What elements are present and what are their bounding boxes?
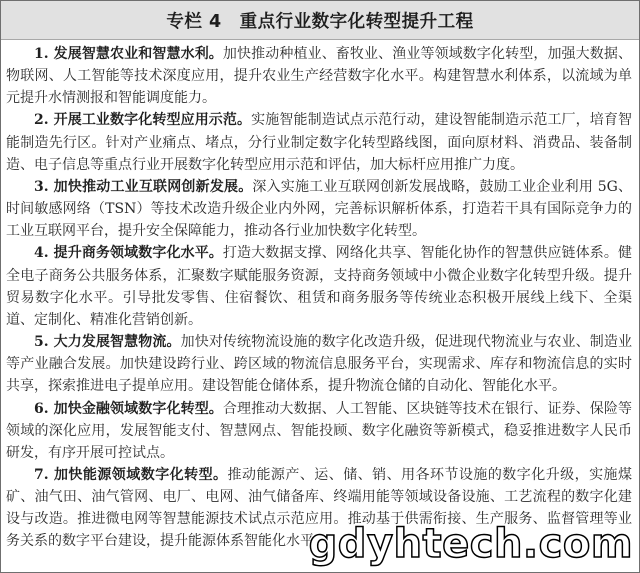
item-lead: 1. 发展智慧农业和智慧水利。 [34, 46, 223, 62]
item-lead: 3. 加快推动工业互联网创新发展。 [34, 178, 253, 195]
item-industrial-internet [6, 176, 632, 242]
item-agriculture-water [6, 43, 632, 109]
site-watermark: gdyhtech.com [308, 521, 633, 567]
item-smart-logistics [6, 331, 632, 397]
item-finance [6, 398, 632, 464]
item-body: 推动能源产、运、储、销、用各环节设施的数字化升级，实施煤矿、油气田、油气管网、电厂、电网、油气储备库、终端用能等领域设备设施、工艺流程的数字化建设与改造。推进微电网等智慧能源技术试点示范应用。推动基于供需衔接、生产服务、监督管理等业务关系的数字平台建设，提升能源体系智能化水平。 [6, 466, 633, 550]
column-content [6, 43, 632, 553]
item-lead: 5. 大力发展智慧物流。 [34, 334, 181, 351]
item-lead: 7. 加快能源领域数字化转型。 [34, 466, 228, 483]
item-body: 深入实施工业互联网创新发展战略，鼓励工业企业利用 5G、时间敏感网络（TSN）等技术改造升级企业内外网，完善标识解析体系，打造若干具有国际竞争力的工业互联网平台，提升安全保障能力，推动各行业加快数字化转型。 [6, 178, 632, 240]
item-lead: 4. 提升商务领域数字化水平。 [34, 245, 223, 262]
item-body: 合理推动大数据、人工智能、区块链等技术在银行、证券、保险等领域的深化应用，发展智能支付、智慧网点、智能投顾、数字化融资等新模式，稳妥推进数字人民币研发，有序开展可控试点。 [6, 400, 632, 461]
item-body: 实施智能制造试点示范行动，建设智能制造示范工厂，培育智能制造先行区。针对产业痛点、堵点，分行业制定数字化转型路线图，面向原材料、消费品、装备制造、电子信息等重点行业开展数字化转型应用示范和评估，加大标杆应用推广力度。 [6, 112, 632, 173]
item-body: 加快对传统物流设施的数字化改造升级，促进现代物流业与农业、制造业等产业融合发展。加快建设跨行业、跨区域的物流信息服务平台，实现需求、库存和物流信息的实时共享，探索推进电子提单应用。建设智能仓储体系，提升物流仓储的自动化、智能化水平。 [6, 334, 632, 395]
item-lead: 6. 加快金融领域数字化转型。 [34, 400, 223, 417]
item-body: 加快推动种植业、畜牧业、渔业等领域数字化转型，加强大数据、物联网、人工智能等技术深度应用，提升农业生产经营数字化水平。构建智慧水利体系，以流域为单元提升水情测报和智能调度能力。 [6, 46, 632, 107]
item-body: 打造大数据支撑、网络化共享、智能化协作的智慧供应链体系。健全电子商务公共服务体系，汇聚数字赋能服务资源，支持商务领域中小微企业数字化转型升级。提升贸易数字化水平。引导批发零售、住宿餐饮、租赁和商务服务等传统业态积极开展线上线下、全渠道、定制化、精准化营销创新。 [6, 245, 632, 328]
item-lead: 2. 开展工业数字化转型应用示范。 [34, 112, 252, 129]
column-title: 专栏 4 重点行业数字化转型提升工程 [1, 1, 639, 40]
item-industry-demo [6, 109, 632, 175]
item-commerce [6, 242, 632, 331]
